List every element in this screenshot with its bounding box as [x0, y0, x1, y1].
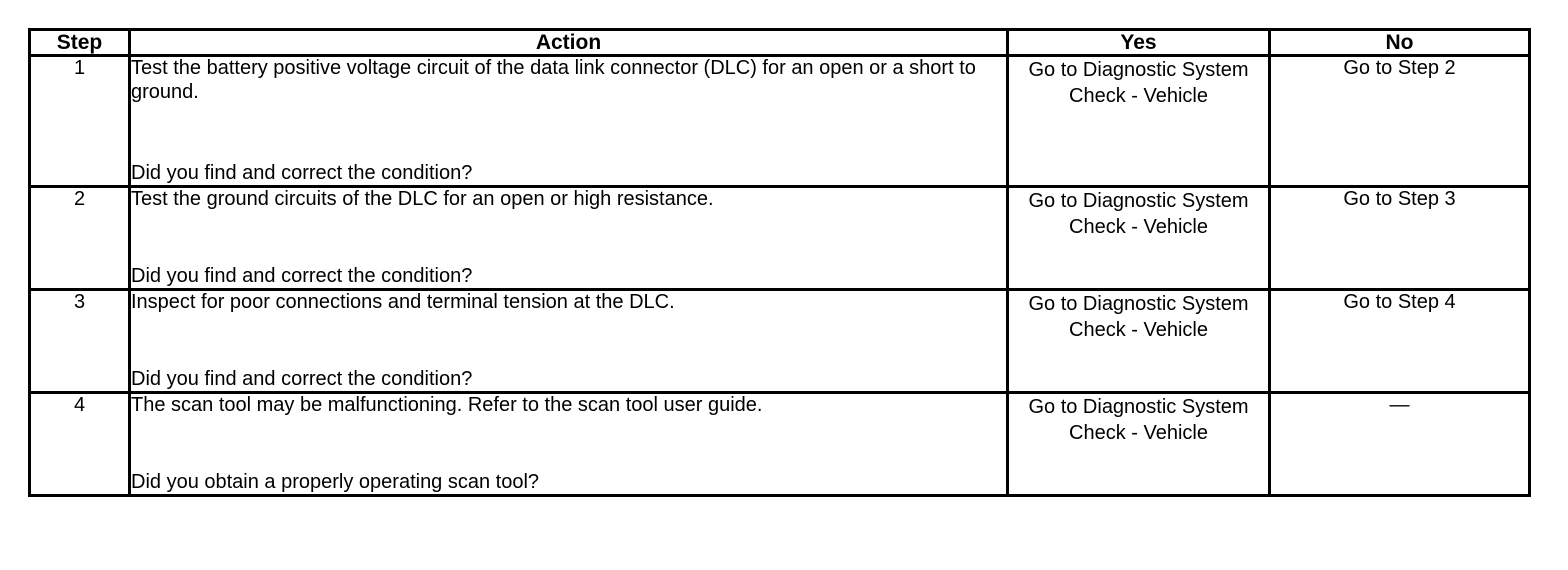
table-row [30, 290, 1530, 393]
diagnostic-steps-table [28, 28, 1531, 497]
no-result: Go to Step 4 [1270, 290, 1530, 393]
table-body [30, 56, 1530, 496]
table-row [30, 187, 1530, 290]
action-cell [130, 290, 1008, 393]
table-row [30, 393, 1530, 496]
no-result: — [1270, 393, 1530, 496]
action-instruction: The scan tool may be malfunctioning. Refer to the scan tool user guide. [131, 394, 763, 417]
column-header-action: Action [130, 30, 1008, 56]
action-instruction: Test the ground circuits of the DLC for an open or high resistance. [131, 188, 714, 211]
yes-result: Go to Diagnostic System Check - Vehicle [1008, 290, 1270, 393]
action-question: Did you find and correct the condition? [131, 264, 473, 287]
step-number: 3 [30, 290, 130, 393]
table-row [30, 56, 1530, 187]
action-question: Did you find and correct the condition? [131, 161, 473, 184]
table-header-row [30, 30, 1530, 56]
no-result: Go to Step 3 [1270, 187, 1530, 290]
step-number: 4 [30, 393, 130, 496]
yes-result: Go to Diagnostic System Check - Vehicle [1008, 187, 1270, 290]
action-cell [130, 187, 1008, 290]
yes-result: Go to Diagnostic System Check - Vehicle [1008, 393, 1270, 496]
column-header-step: Step [30, 30, 130, 56]
no-result: Go to Step 2 [1270, 56, 1530, 187]
yes-result: Go to Diagnostic System Check - Vehicle [1008, 56, 1270, 187]
action-question: Did you find and correct the condition? [131, 367, 473, 390]
action-cell [130, 393, 1008, 496]
table-header [30, 30, 1530, 56]
action-instruction: Inspect for poor connections and terminal tension at the DLC. [131, 291, 675, 314]
column-header-no: No [1270, 30, 1530, 56]
column-header-yes: Yes [1008, 30, 1270, 56]
step-number: 2 [30, 187, 130, 290]
action-instruction: Test the battery positive voltage circuit of the data link connector (DLC) for an open or a short to ground. [131, 57, 976, 103]
action-question: Did you obtain a properly operating scan tool? [131, 470, 540, 493]
step-number: 1 [30, 56, 130, 187]
action-cell [130, 56, 1008, 187]
